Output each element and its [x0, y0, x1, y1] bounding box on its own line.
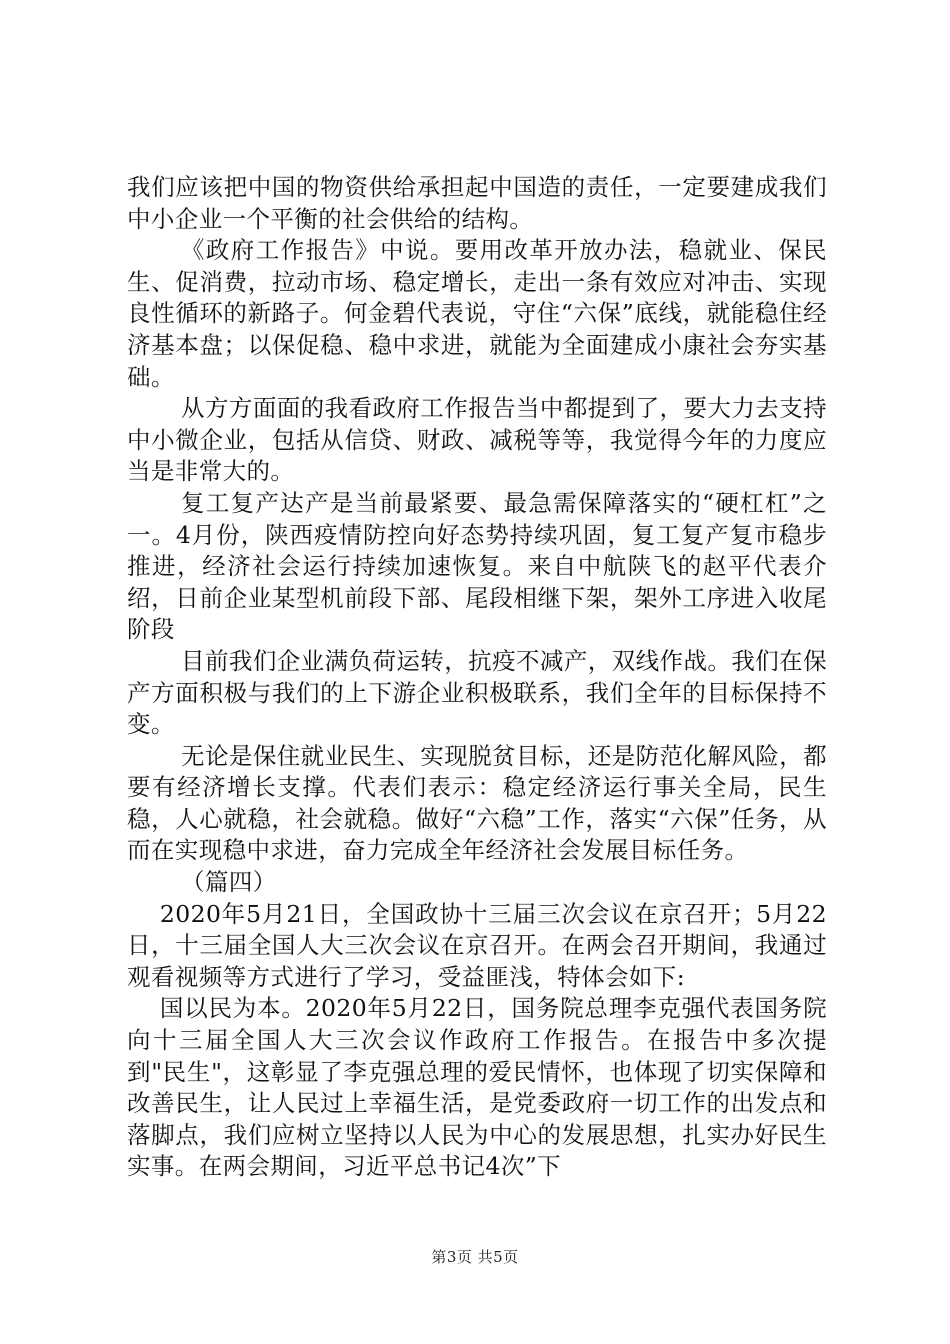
paragraph-1: 我们应该把中国的物资供给承担起中国造的责任，一定要建成我们中小企业一个平衡的社会供给的结构。: [127, 173, 827, 233]
paragraph-3: 从方方面面的我看政府工作报告当中都提到了，要大力去支持中小微企业，包括从信贷、财政、减税等等，我觉得今年的力度应当是非常大的。: [127, 394, 827, 486]
paragraph-2: 《政府工作报告》中说。要用改革开放办法，稳就业、保民生、促消费，拉动市场、稳定增长，走出一条有效应对冲击、实现良性循环的新路子。何金碧代表说，守住“六保”底线，就能稳住经济基本盘；以保促稳、稳中求进，就能为全面建成小康社会夯实基础。: [127, 236, 827, 391]
document-body: [127, 172, 827, 1183]
paragraph-7: 2020年5月21日，全国政协十三届三次会议在京召开；5月22日，十三届全国人大三次会议在京召开。在两会召开期间，我通过观看视频等方式进行了学习，受益匪浅，特体会如下:: [127, 899, 827, 991]
section-heading: （篇四）: [181, 868, 277, 897]
paragraph-6: 无论是保住就业民生、实现脱贫目标，还是防范化解风险，都要有经济增长支撑。代表们表示：稳定经济运行事关全局，民生稳，人心就稳，社会就稳。做好“六稳”工作，落实“六保”任务，从而在实现稳中求进，奋力完成全年经济社会发展目标任务。: [127, 741, 827, 865]
page-footer: 第3页 共5页: [431, 1248, 519, 1266]
paragraph-4: 复工复产达产是当前最紧要、最急需保障落实的“硬杠杠”之一。4月份，陕西疫情防控向好态势持续巩固，复工复产复市稳步推进，经济社会运行持续加速恢复。来自中航陕飞的赵平代表介绍，日前企业某型机前段下部、尾段相继下架，架外工序进入收尾阶段: [127, 488, 827, 644]
paragraph-8: 国以民为本。2020年5月22日，国务院总理李克强代表国务院向十三届全国人大三次会议作政府工作报告。在报告中多次提到"民生"，这彰显了李克强总理的爱民情怀，也体现了切实保障和改善民生，让人民过上幸福生活，是党委政府一切工作的出发点和落脚点，我们应树立坚持以人民为中心的发展思想，扎实办好民生实事。在两会期间，习近平总书记4次”下: [127, 994, 827, 1181]
paragraph-5: 目前我们企业满负荷运转，抗疫不减产，双线作战。我们在保产方面积极与我们的上下游企业积极联系，我们全年的目标保持不变。: [127, 646, 827, 739]
